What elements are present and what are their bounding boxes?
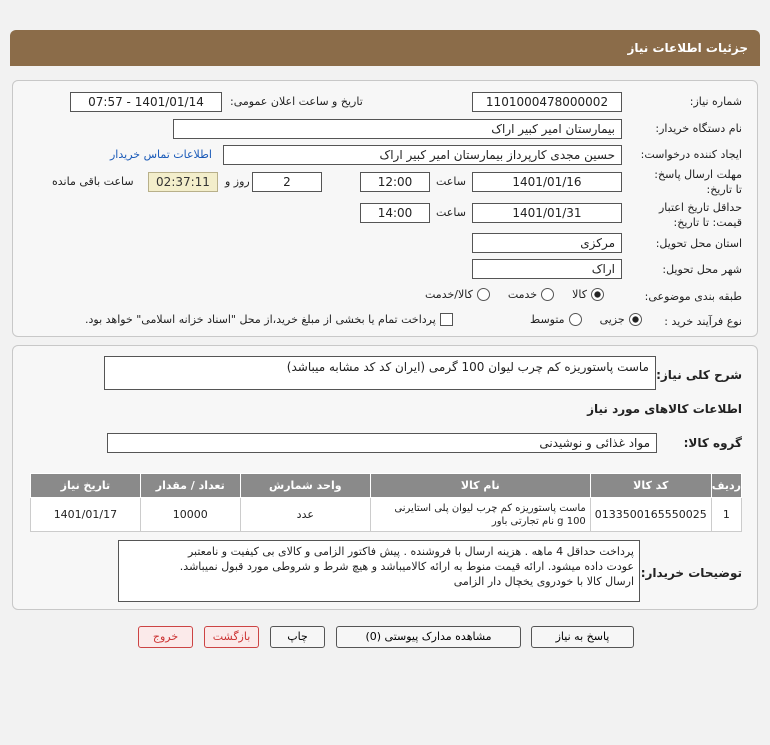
requester-label: ایجاد کننده درخواست: [640, 148, 742, 161]
city-label: شهر محل تحویل: [662, 263, 742, 276]
goods-group-label: گروه کالا: [683, 436, 742, 450]
validity-time-field: 14:00 [360, 203, 430, 223]
cell-row: 1 [711, 498, 741, 532]
announce-datetime-field: 1401/01/14 - 07:57 [70, 92, 222, 112]
table-row[interactable] [31, 498, 742, 532]
col-row: ردیف [711, 474, 741, 498]
radio-selected-icon[interactable] [591, 288, 604, 301]
deadline-date-field: 1401/01/16 [472, 172, 622, 192]
validity-date-field: 1401/01/31 [472, 203, 622, 223]
validity-label: حداقل تاریخ اعتبار قیمت: تا تاریخ: [658, 201, 742, 229]
note-line: پرداخت حداقل 4 ماهه . هزینه ارسال با فروشنده . پیش فاکتور الزامی و کالای بی کیفیت و نامعتبر [187, 545, 634, 558]
province-label: استان محل تحویل: [655, 237, 742, 250]
announce-datetime-label: تاریخ و ساعت اعلان عمومی: [230, 95, 363, 108]
col-quantity: تعداد / مقدار [140, 474, 240, 498]
table-header-row [31, 474, 742, 498]
cell-quantity: 10000 [140, 498, 240, 532]
note-line: ارسال کالا با خودروی یخچال دار الزامی [453, 575, 634, 588]
days-remaining-field: 2 [252, 172, 322, 192]
buyer-notes-field [118, 540, 640, 602]
cell-unit: عدد [240, 498, 370, 532]
category-radio-group [425, 288, 604, 301]
day-and-label: روز و [225, 175, 250, 188]
process-option-minor[interactable]: جزیی [600, 313, 642, 326]
goods-group-field: مواد غذائی و نوشیدنی [107, 433, 657, 453]
remaining-time-field: 02:37:11 [148, 172, 218, 192]
validity-time-label: ساعت [436, 206, 466, 219]
requester-field: حسین مجدی کارپرداز بیمارستان امیر کبیر اراک [223, 145, 622, 165]
cell-name: ماست پاستوریزه کم چرب لیوان پلی استایرنی 100 g نام تجارتی باور [370, 498, 590, 532]
respond-button[interactable]: پاسخ به نیاز [531, 626, 634, 648]
treasury-checkbox[interactable] [440, 313, 453, 326]
col-code: کد کالا [590, 474, 711, 498]
deadline-time-field: 12:00 [360, 172, 430, 192]
treasury-note: پرداخت تمام یا بخشی از مبلغ خرید،از محل "اسناد خزانه اسلامی" خواهد بود. [85, 313, 436, 326]
category-option-goods-service[interactable]: کالا/خدمت [425, 288, 490, 301]
col-unit: واحد شمارش [240, 474, 370, 498]
category-option-service[interactable]: خدمت [508, 288, 554, 301]
radio-icon[interactable] [541, 288, 554, 301]
treasury-checkbox-row[interactable] [85, 313, 453, 326]
attachments-button[interactable]: مشاهده مدارک پیوستی (0) [336, 626, 521, 648]
process-label: نوع فرآیند خرید : [664, 315, 742, 328]
process-option-medium[interactable]: متوسط [530, 313, 582, 326]
general-desc-label: شرح کلی نیاز: [656, 368, 742, 382]
general-desc-field: ماست پاستوریزه کم چرب لیوان 100 گرمی (ایران کد کد مشابه میباشد) [104, 356, 656, 390]
deadline-time-label: ساعت [436, 175, 466, 188]
goods-table [30, 473, 742, 532]
buyer-org-label: نام دستگاه خریدار: [655, 122, 742, 135]
cell-code: 0133500165550025 [590, 498, 711, 532]
contact-buyer-link[interactable]: اطلاعات تماس خریدار [110, 148, 212, 161]
col-need-date: تاریخ نیاز [31, 474, 141, 498]
category-option-goods[interactable]: کالا [572, 288, 604, 301]
exit-button[interactable]: خروج [138, 626, 193, 648]
buyer-notes-label: توضیحات خریدار: [640, 566, 742, 580]
need-number-label: شماره نیاز: [689, 95, 742, 108]
col-name: نام کالا [370, 474, 590, 498]
note-line: عودت داده میشود. ارائه قیمت منوط به ارائه کالامیباشد و هیچ شرط و شروطی مورد قبول نمیباشد. [179, 560, 634, 573]
remaining-label: ساعت باقی مانده [52, 175, 134, 188]
back-button[interactable]: بازگشت [204, 626, 259, 648]
need-number-field: 1101000478000002 [472, 92, 622, 112]
radio-selected-icon[interactable] [629, 313, 642, 326]
cell-need-date: 1401/01/17 [31, 498, 141, 532]
deadline-label: مهلت ارسال پاسخ: تا تاریخ: [654, 168, 742, 196]
buyer-org-field: بیمارستان امیر کبیر اراک [173, 119, 622, 139]
goods-info-title: اطلاعات کالاهای مورد نیاز [587, 402, 742, 416]
province-field: مرکزی [472, 233, 622, 253]
radio-icon[interactable] [477, 288, 490, 301]
process-radio-group [530, 313, 642, 326]
page-title: جزئیات اطلاعات نیاز [627, 41, 748, 55]
category-label: طبقه بندی موضوعی: [644, 290, 742, 303]
radio-icon[interactable] [569, 313, 582, 326]
page-header [10, 30, 760, 66]
print-button[interactable]: چاپ [270, 626, 325, 648]
city-field: اراک [472, 259, 622, 279]
